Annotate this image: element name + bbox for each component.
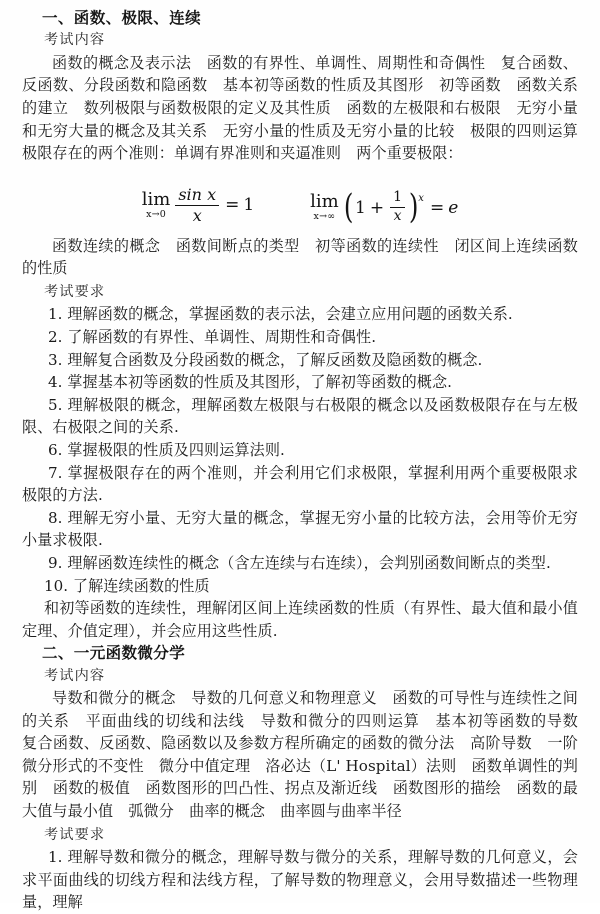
requirement-text: 理解函数的概念，掌握函数的表示法，会建立应用问题的函数关系. [67, 305, 513, 324]
section-2-heading: 二、一元函数微分学 [42, 643, 186, 663]
requirement-text: 理解极限的概念，理解函数左极限与右极限的概念以及函数极限存在与左极限、右极限之间的关系. [22, 395, 578, 437]
requirement-text: 掌握极限存在的两个准则，并会利用它们求极限，掌握利用两个重要极限求极限的方法. [22, 463, 578, 505]
requirement-number: 5. [48, 395, 63, 414]
formula-result: 1 [243, 195, 255, 216]
section-1-content-paragraph-continued: 函数连续的概念 函数间断点的类型 初等函数的连续性 闭区间上连续函数的性质 [22, 236, 578, 278]
requirement-item [22, 575, 578, 598]
requirement-text: 了解函数的有界性、单调性、周期性和奇偶性. [67, 327, 377, 346]
requirement-number: 1. [48, 305, 63, 324]
requirement-item [22, 349, 578, 372]
base-prefix: 1 [355, 197, 366, 218]
important-limits-row [22, 177, 578, 225]
lim-subscript: x→∞ [313, 211, 336, 223]
section-1-content-label: 考试内容 [44, 32, 106, 49]
formula-result: e [448, 197, 459, 218]
limit-sinx-over-x-formula [142, 186, 254, 225]
inner-fraction-numerator: 1 [393, 189, 403, 206]
requirement-text: 理解复合函数及分段函数的概念，了解反函数及隐函数的概念. [67, 350, 483, 369]
section-2-requirements-label: 考试要求 [44, 826, 106, 843]
fraction-numerator: sin x [178, 184, 217, 204]
requirement-text: 理解导数和微分的概念，理解导数与微分的关系，理解导数的几何意义，会求平面曲线的切线方程和法线方程，了解导数的物理意义，会用导数描述一些物理量，理解 [22, 848, 578, 912]
requirement-trailing-text: 和初等函数的连续性，理解闭区间上连续函数的性质（有界性、最大值和最小值定理、介值定理），并会应用这些性质. [22, 599, 578, 640]
requirement-number: 4. [48, 373, 63, 392]
requirement-item [22, 462, 578, 507]
equals-sign: = [225, 195, 240, 216]
inner-fraction-denominator: x [393, 208, 402, 225]
requirement-number: 3. [48, 350, 63, 369]
fraction [175, 186, 219, 225]
section-1-heading: 一、函数、极限、连续 [42, 8, 202, 27]
requirement-number: 7. [48, 463, 63, 482]
requirement-text: 理解函数连续性的概念（含左连续与右连续），会判别函数间断点的类型. [67, 553, 551, 572]
requirement-item [22, 371, 578, 394]
requirement-item [22, 846, 578, 914]
right-paren-icon: ) [408, 186, 419, 227]
section-1 [22, 7, 594, 642]
limit-operator [142, 191, 171, 220]
requirement-number: 8. [48, 508, 63, 527]
section-2-content-paragraph: 导数和微分的概念 导数的几何意义和物理意义 函数的可导性与连续性之间的关系 平面曲线的切线和法线 导数和微分的四则运算 基本初等函数的导数 复合函数、反函数、隐函数以及参数方程所确定的函数的微分法 高阶导数 一阶微分形式的不变性 微分中值定理 洛必达（L' Hospital）法则 函数单调性的判别 函数的极值 函数图形的凹凸性、拐点及渐近线 函数图形的描绘 函数的最大值与最小值 弧微分 曲率的概念 曲率圆与曲率半径 [22, 689, 594, 821]
requirement-text: 理解无穷小量、无穷大量的概念，掌握无穷小量的比较方法，会用等价无穷小量求极限. [22, 508, 578, 550]
requirement-number: 9. [48, 553, 63, 572]
exponent: x [418, 193, 424, 205]
requirement-number: 6. [48, 440, 63, 459]
requirement-item [22, 303, 578, 326]
equals-sign: = [429, 197, 445, 218]
plus-sign: + [369, 197, 385, 218]
requirement-item [22, 552, 578, 575]
requirement-number: 1. [48, 848, 63, 867]
limit-operator [310, 193, 339, 222]
requirement-item [22, 507, 578, 552]
requirement-item [22, 439, 578, 462]
left-paren-icon: ( [343, 186, 354, 227]
requirement-text: 掌握极限的性质及四则运算法则. [67, 440, 285, 459]
section-2 [22, 642, 594, 914]
limit-e-definition-formula [310, 186, 459, 227]
fraction-denominator: x [192, 205, 202, 225]
section-1-content-paragraph: 函数的概念及表示法 函数的有界性、单调性、周期性和奇偶性 复合函数、反函数、分段函数和隐函数 基本初等函数的性质及其图形 初等函数 函数关系的建立 数列极限与函数极限的定义及其性质 函数的左极限和右极限 无穷小量和无穷大量的概念及其关系 无穷小量的性质及无穷小量的比较 极限的四则运算 极限存在的两个准则：单调有界准则和夹逼准则 两个重要极限： [22, 53, 594, 163]
inner-fraction [390, 190, 405, 225]
lim-subscript: x→0 [146, 209, 167, 221]
requirement-item [22, 394, 578, 439]
requirement-item [22, 326, 578, 349]
requirement-text: 了解连续函数的性质 [72, 576, 210, 595]
requirement-number: 10. [44, 576, 69, 595]
section-2-content-label: 考试内容 [44, 667, 106, 684]
lim-symbol: lim [141, 189, 171, 211]
requirement-number: 2. [48, 327, 63, 346]
lim-symbol: lim [310, 191, 339, 213]
section-1-requirements-label: 考试要求 [44, 283, 106, 300]
requirement-text: 掌握基本初等函数的性质及其图形，了解初等函数的概念. [67, 373, 453, 392]
